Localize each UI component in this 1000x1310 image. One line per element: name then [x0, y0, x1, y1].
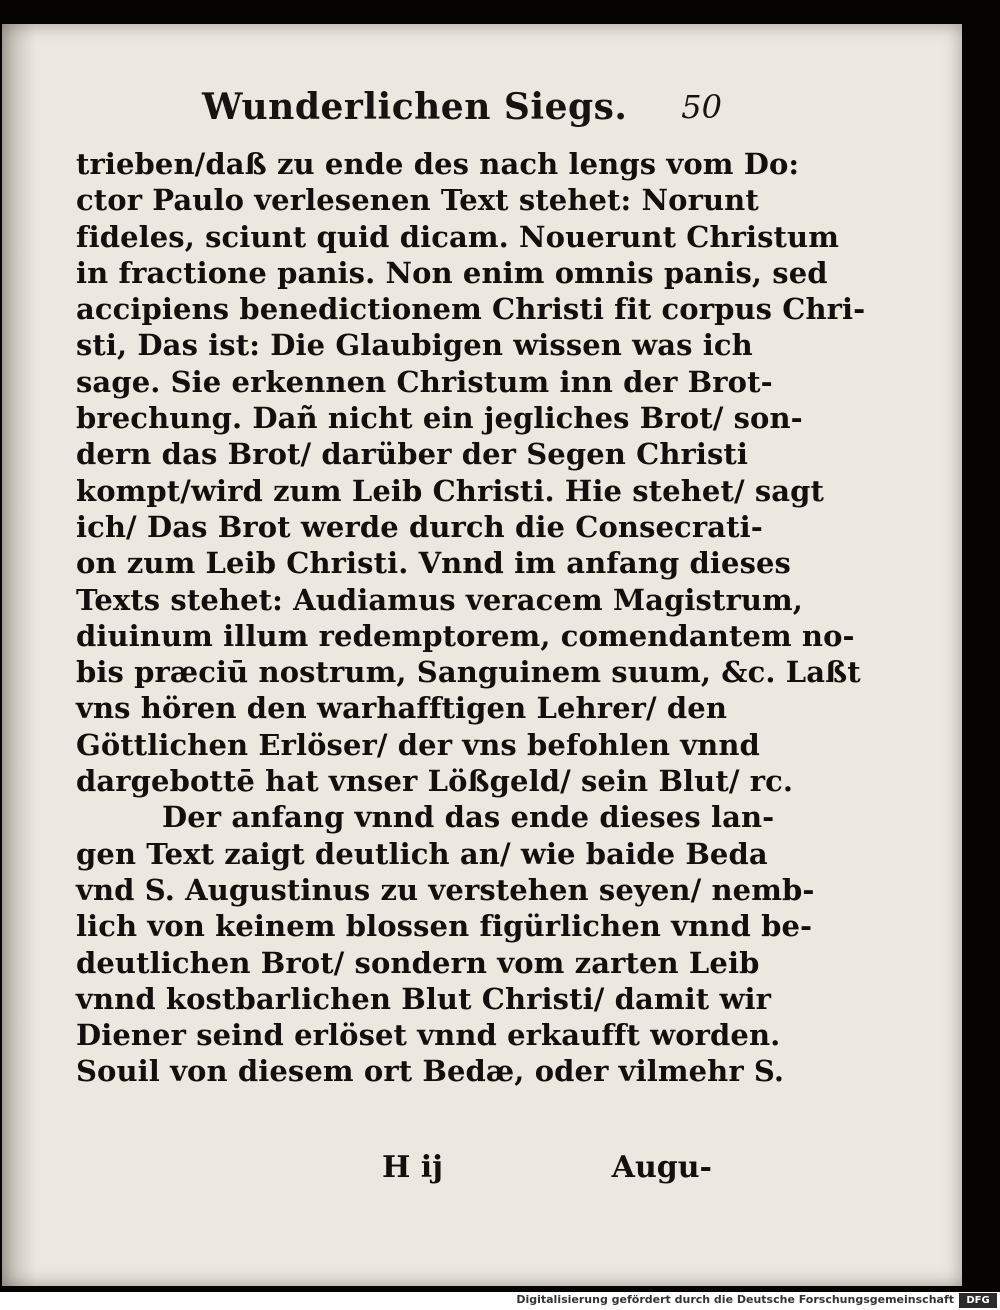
text-line: Göttlichen Erlöser/ der vns befohlen vnnd — [76, 727, 760, 762]
text-line: trieben/daß zu ende des nach lengs vom Do: — [76, 147, 800, 181]
text-line: dargebottē hat vnser Lößgeld/ sein Blut/ rc. — [76, 764, 794, 799]
text-line: on zum Leib Christi. Vnnd im anfang dieses — [76, 546, 791, 581]
page-number: 50 — [681, 88, 722, 126]
text-line: fideles, sciunt quid dicam. Nouerunt Christum — [76, 219, 840, 254]
text-line: deutlichen Brot/ sondern vom zarten Leib — [76, 945, 760, 980]
text-line: accipiens benedictionem Christi fit corpus Chri- — [76, 292, 866, 327]
text-line: sti, Das ist: Die Glaubigen wissen was ich — [76, 328, 753, 363]
text-line: lich von keinem blossen figürlichen vnnd be- — [76, 909, 813, 944]
text-line: diuinum illum redemptorem, comendantem no- — [76, 618, 855, 653]
text-line: Souil von diesem ort Bedæ, oder vilmehr S. — [76, 1054, 785, 1089]
text-line: in fractione panis. Non enim omnis panis, sed — [76, 255, 828, 290]
digitization-footer — [0, 1292, 1000, 1310]
text-line: vns hören den warhafftigen Lehrer/ den — [76, 691, 728, 726]
body-text — [76, 146, 866, 1090]
text-line: bis præciū nostrum, Sanguinem suum, &c. Laßt — [76, 655, 861, 690]
running-head — [202, 86, 722, 136]
text-line: vnd S. Augustinus zu verstehen seyen/ nemb- — [76, 872, 815, 907]
text-line: kompt/wird zum Leib Christi. Hie stehet/ sagt — [76, 473, 825, 508]
text-line: Texts stehet: Audiamus veracem Magistrum, — [76, 582, 803, 617]
dfg-logo: DFG — [959, 1293, 997, 1308]
running-title: Wunderlichen Siegs. — [202, 86, 628, 128]
funding-credit: Digitalisierung gefördert durch die Deutsche Forschungsgemeinschaft — [516, 1293, 954, 1306]
catchword: Augu- — [611, 1150, 712, 1185]
text-line: dern das Brot/ darüber der Segen Christi — [76, 437, 749, 472]
text-line: brechung. Dañ nicht ein jegliches Brot/ son- — [76, 401, 803, 436]
text-line: sage. Sie erkennen Christum inn der Brot- — [76, 364, 773, 399]
text-line: ctor Paulo verlesenen Text stehet: Norunt — [76, 183, 759, 218]
text-line: Diener seind erlöset vnnd erkaufft worden. — [76, 1018, 781, 1053]
signature-mark: H ij — [382, 1150, 444, 1185]
text-line: ich/ Das Brot werde durch die Consecrati- — [76, 509, 763, 544]
text-line-paragraph-start: Der anfang vnnd das ende dieses lan- — [162, 800, 775, 835]
text-line: gen Text zaigt deutlich an/ wie baide Beda — [76, 836, 768, 871]
book-page — [2, 24, 962, 1286]
text-line: vnnd kostbarlichen Blut Christi/ damit wir — [76, 981, 772, 1016]
signature-row — [382, 1150, 712, 1190]
